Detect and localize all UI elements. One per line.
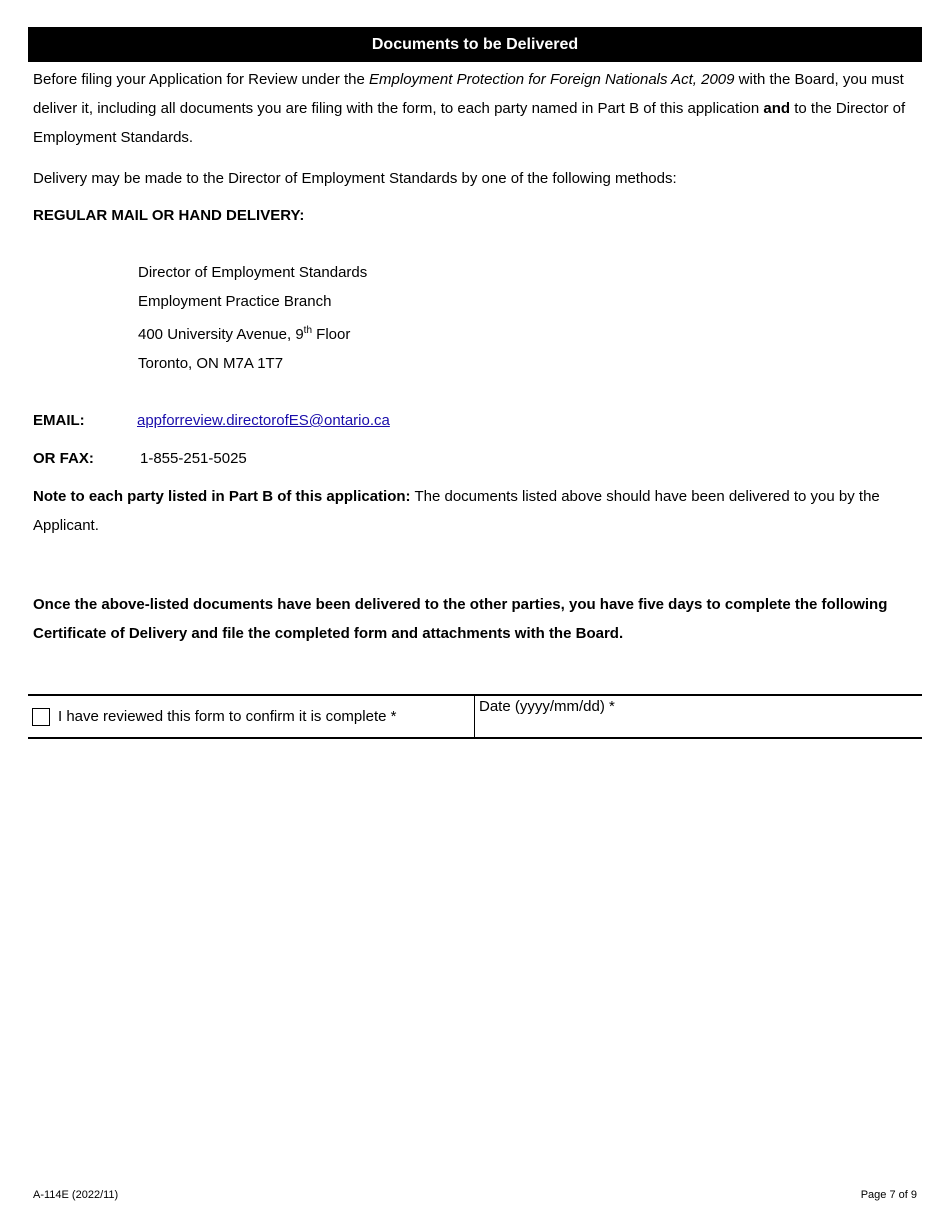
date-field[interactable]	[479, 718, 918, 738]
date-cell	[475, 696, 922, 737]
address-line	[138, 316, 367, 349]
review-confirm-checkbox[interactable]	[32, 708, 50, 726]
address-superscript: th	[303, 325, 313, 336]
intro-and: and	[763, 100, 791, 117]
email-label: EMAIL:	[33, 412, 85, 429]
note-text: The documents listed above should have been delivered to you by the Applicant.	[33, 488, 880, 534]
review-confirm-label: I have reviewed this form to confirm it is complete *	[58, 708, 397, 725]
address-line: Toronto, ON M7A 1T7	[138, 355, 284, 372]
note-heading: Note to each party listed in Part B of this application:	[33, 488, 411, 505]
delivery-methods-text: Delivery may be made to the Director of Employment Standards by one of the following methods:	[33, 170, 677, 187]
fax-number: 1-855-251-5025	[140, 450, 247, 467]
mail-heading: REGULAR MAIL OR HAND DELIVERY:	[33, 207, 305, 224]
fax-label: OR FAX:	[33, 450, 94, 467]
section-header	[28, 27, 922, 62]
email-link[interactable]: appforreview.directorofES@ontario.ca	[137, 412, 390, 429]
confirmation-table	[28, 694, 922, 739]
address-floor: Floor	[312, 326, 351, 343]
page-number: Page 7 of 9	[860, 1189, 917, 1201]
address-line: Director of Employment Standards	[138, 264, 368, 281]
intro-text-2: with the Board, you must deliver it, including all documents you are filing with the form, to each party named in Part B of this application	[33, 71, 904, 117]
intro-text-1: Before filing your Application for Review under the	[33, 71, 370, 88]
note-paragraph	[33, 482, 918, 540]
section-title: Documents to be Delivered	[371, 35, 579, 53]
intro-text-3: to the Director of Employment Standards.	[33, 100, 906, 146]
delivery-deadline-notice: Once the above-listed documents have been delivered to the other parties, you have five days to complete the following Certificate of Delivery and file the completed form and attachments with the Board.	[33, 596, 888, 642]
act-title: Employment Protection for Foreign Nationals Act, 2009	[369, 71, 735, 88]
confirmation-cell	[28, 696, 475, 737]
date-label: Date (yyyy/mm/dd) *	[479, 698, 615, 715]
address-line: Employment Practice Branch	[138, 293, 332, 310]
address-street: 400 University Avenue, 9	[138, 326, 304, 343]
mailing-address	[138, 258, 367, 378]
intro-paragraph	[33, 65, 918, 152]
form-id: A-114E (2022/11)	[33, 1189, 119, 1201]
